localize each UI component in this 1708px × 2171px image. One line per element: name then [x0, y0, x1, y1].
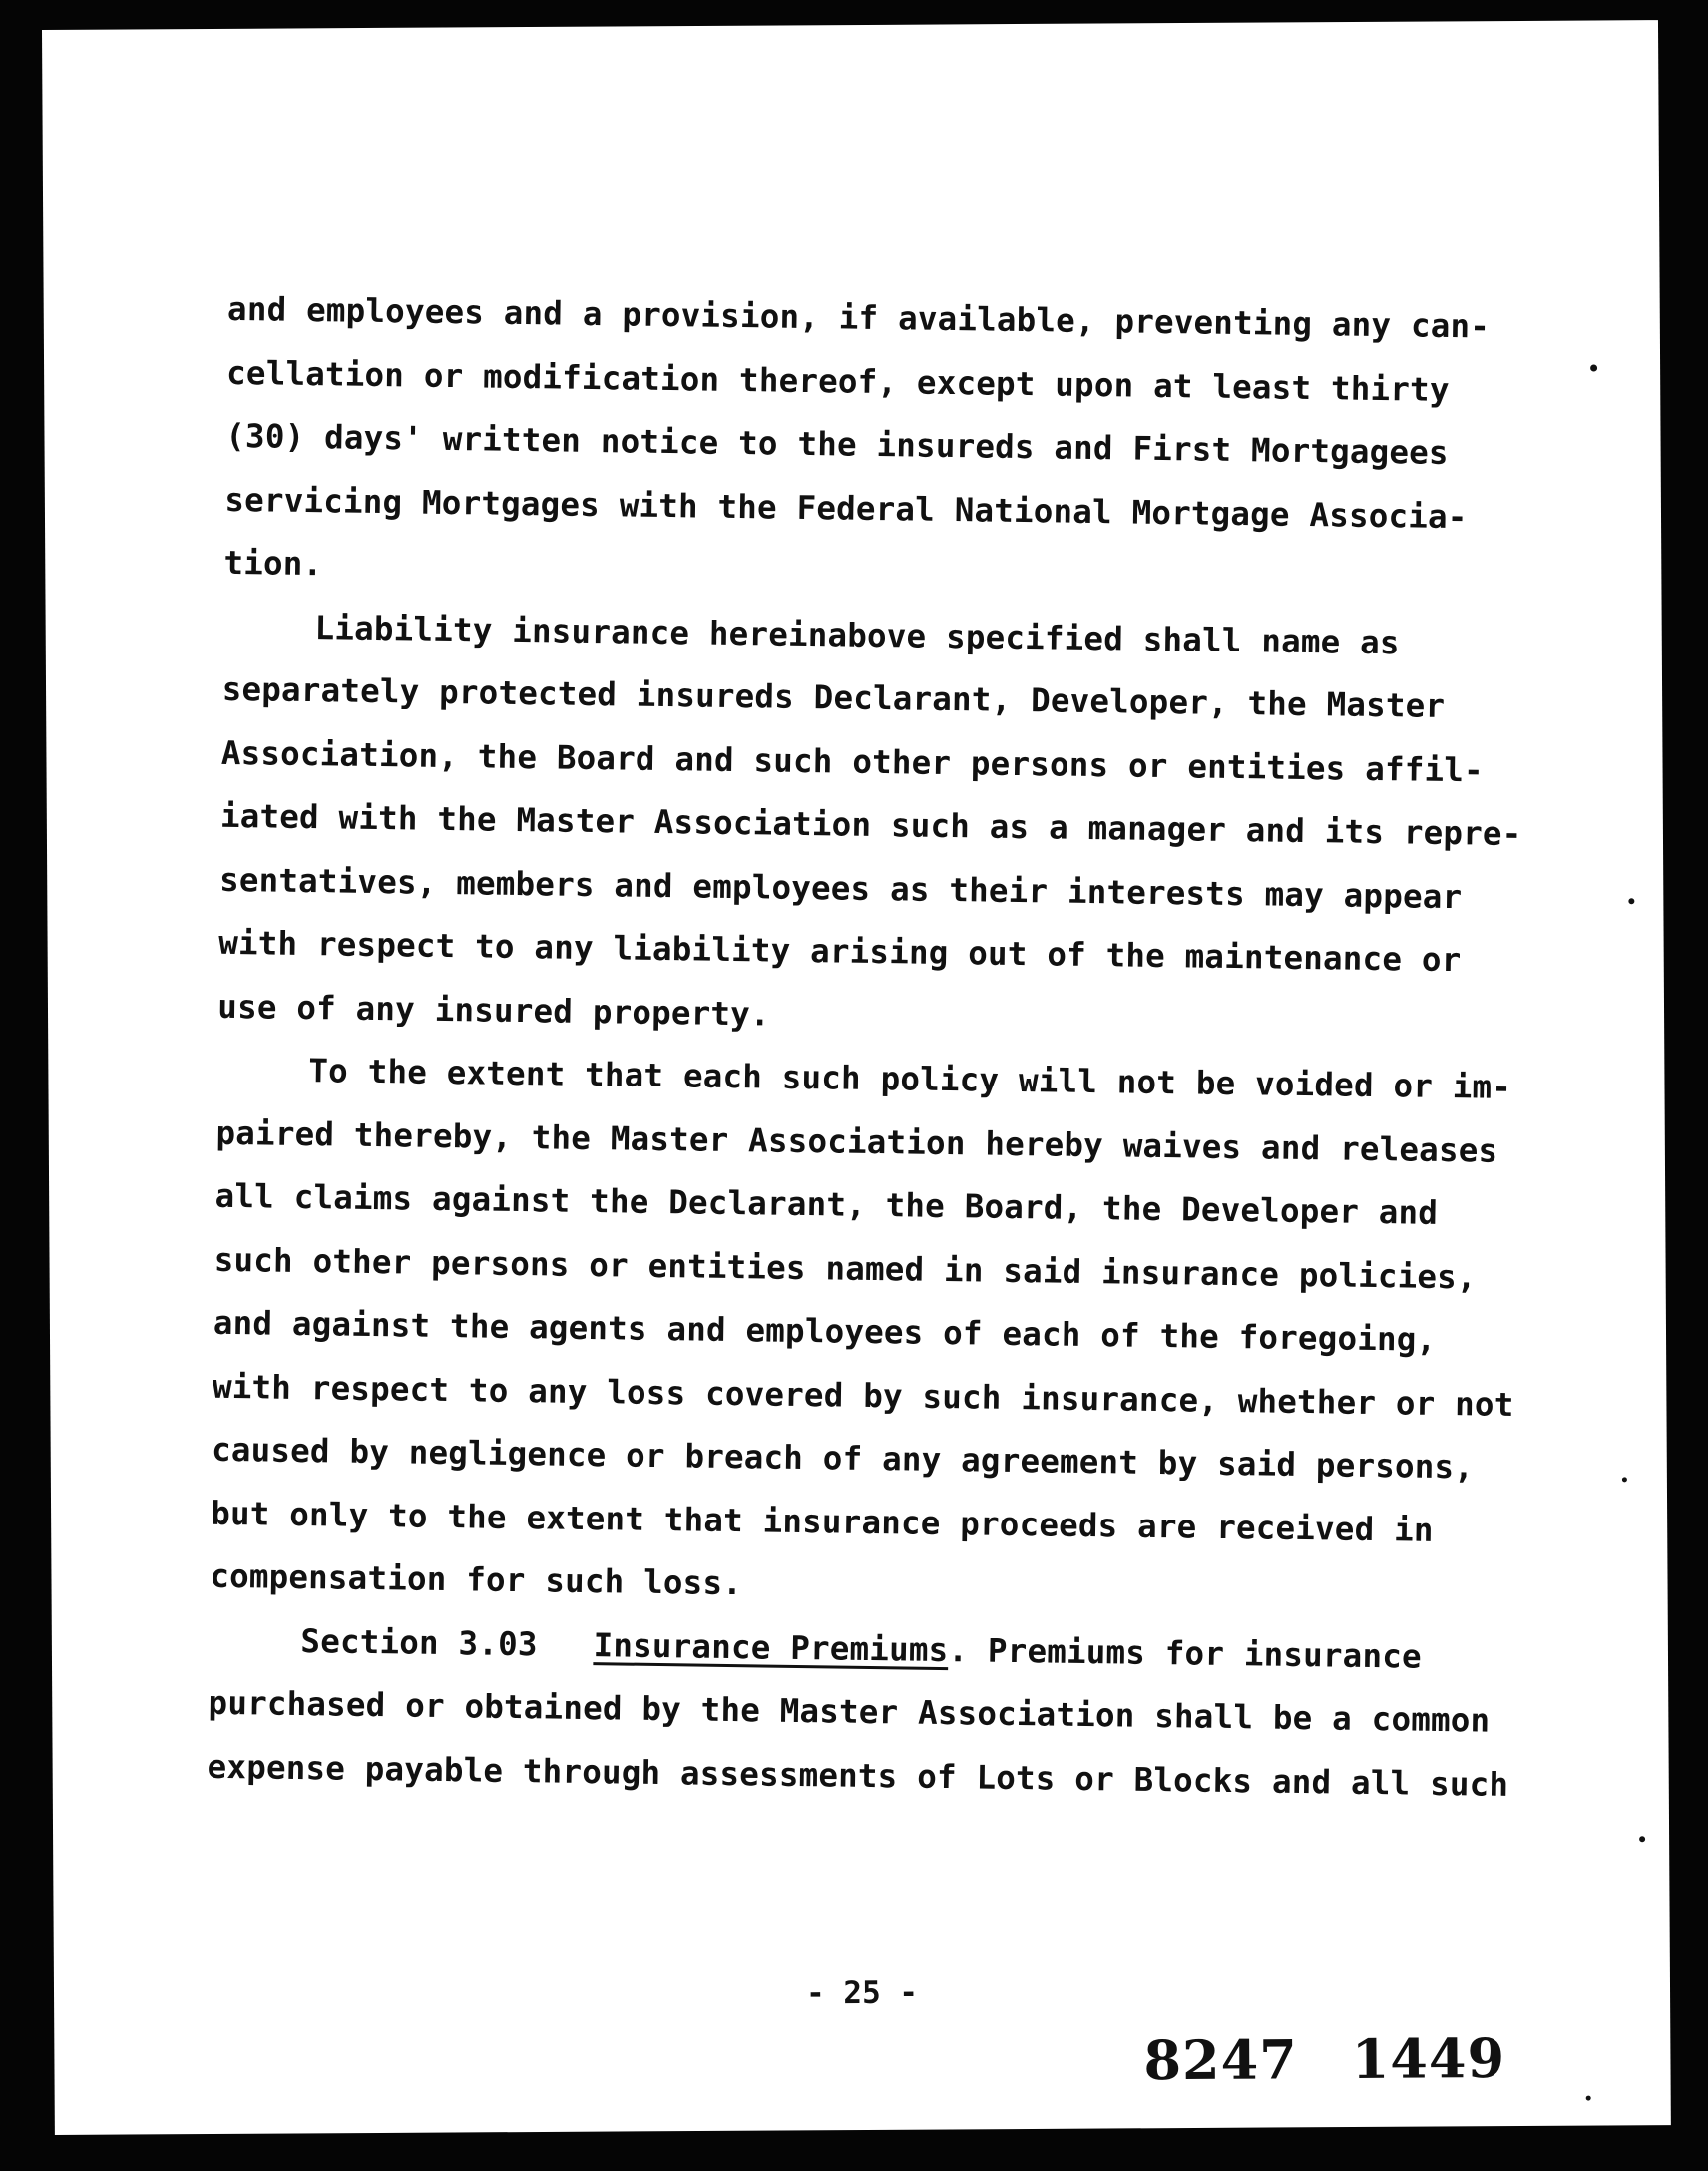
body-line: servicing Mortgages with the Federal National Mortgage Associa-	[224, 480, 1468, 536]
body-line: (30) days' written notice to the insureds and First Mortgagees	[225, 416, 1450, 472]
body-line: use of any insured property.	[217, 987, 771, 1034]
scan-speck	[1628, 898, 1634, 904]
scan-speck	[1586, 2096, 1591, 2101]
body-line: all claims against the Declarant, the Board, the Developer and	[214, 1176, 1439, 1232]
book-number: 8247	[1143, 2027, 1298, 2093]
section-title: Insurance Premiums	[593, 1625, 949, 1669]
body-line: but only to the extent that insurance proceeds are received in	[210, 1494, 1434, 1549]
scan-speck	[1622, 1477, 1627, 1482]
scan-speck	[1590, 364, 1597, 371]
body-line: separately protected insureds Declarant, Developer, the Master	[221, 669, 1446, 725]
document-page	[42, 20, 1671, 2135]
page-number: - 25 -	[805, 1974, 919, 2012]
scan-speck	[1639, 1836, 1645, 1842]
body-line: and employees and a provision, if available, preventing any can-	[226, 289, 1491, 346]
section-text: . Premiums for insurance	[948, 1630, 1423, 1676]
page-reference-number: 1449	[1351, 2026, 1506, 2092]
body-line: cellation or modification thereof, except upon at least thirty	[225, 353, 1450, 409]
body-line: iated with the Master Association such as a manager and its repre-	[219, 796, 1522, 854]
body-line: caused by negligence or breach of any agreement by said persons,	[211, 1430, 1475, 1487]
body-line: compensation for such loss.	[210, 1556, 743, 1603]
body-line: with respect to any liability arising out of the maintenance or	[217, 923, 1462, 980]
body-line: paired thereby, the Master Association hereby waives and releases	[215, 1113, 1498, 1170]
document-reference-number	[1143, 2026, 1505, 2092]
body-line: tion.	[223, 543, 323, 584]
body-line: purchased or obtained by the Master Association shall be a common	[208, 1683, 1491, 1740]
document-body	[207, 278, 1544, 1817]
section-number: Section 3.03	[300, 1621, 538, 1663]
body-line: Association, the Board and such other persons or entities affil-	[220, 733, 1485, 789]
body-line: such other persons or entities named in said insurance policies,	[214, 1240, 1478, 1296]
body-line: Liability insurance hereinabove specified shall name as	[314, 608, 1400, 661]
body-line: sentatives, members and employees as their interests may appear	[218, 860, 1463, 916]
body-line: with respect to any loss covered by such insurance, whether or not	[212, 1367, 1514, 1424]
body-line: expense payable through assessments of Lots or Blocks and all such	[207, 1747, 1509, 1804]
body-line: To the extent that each such policy will not be voided or im-	[308, 1052, 1512, 1106]
body-line: and against the agents and employees of each of the foregoing,	[213, 1303, 1437, 1359]
